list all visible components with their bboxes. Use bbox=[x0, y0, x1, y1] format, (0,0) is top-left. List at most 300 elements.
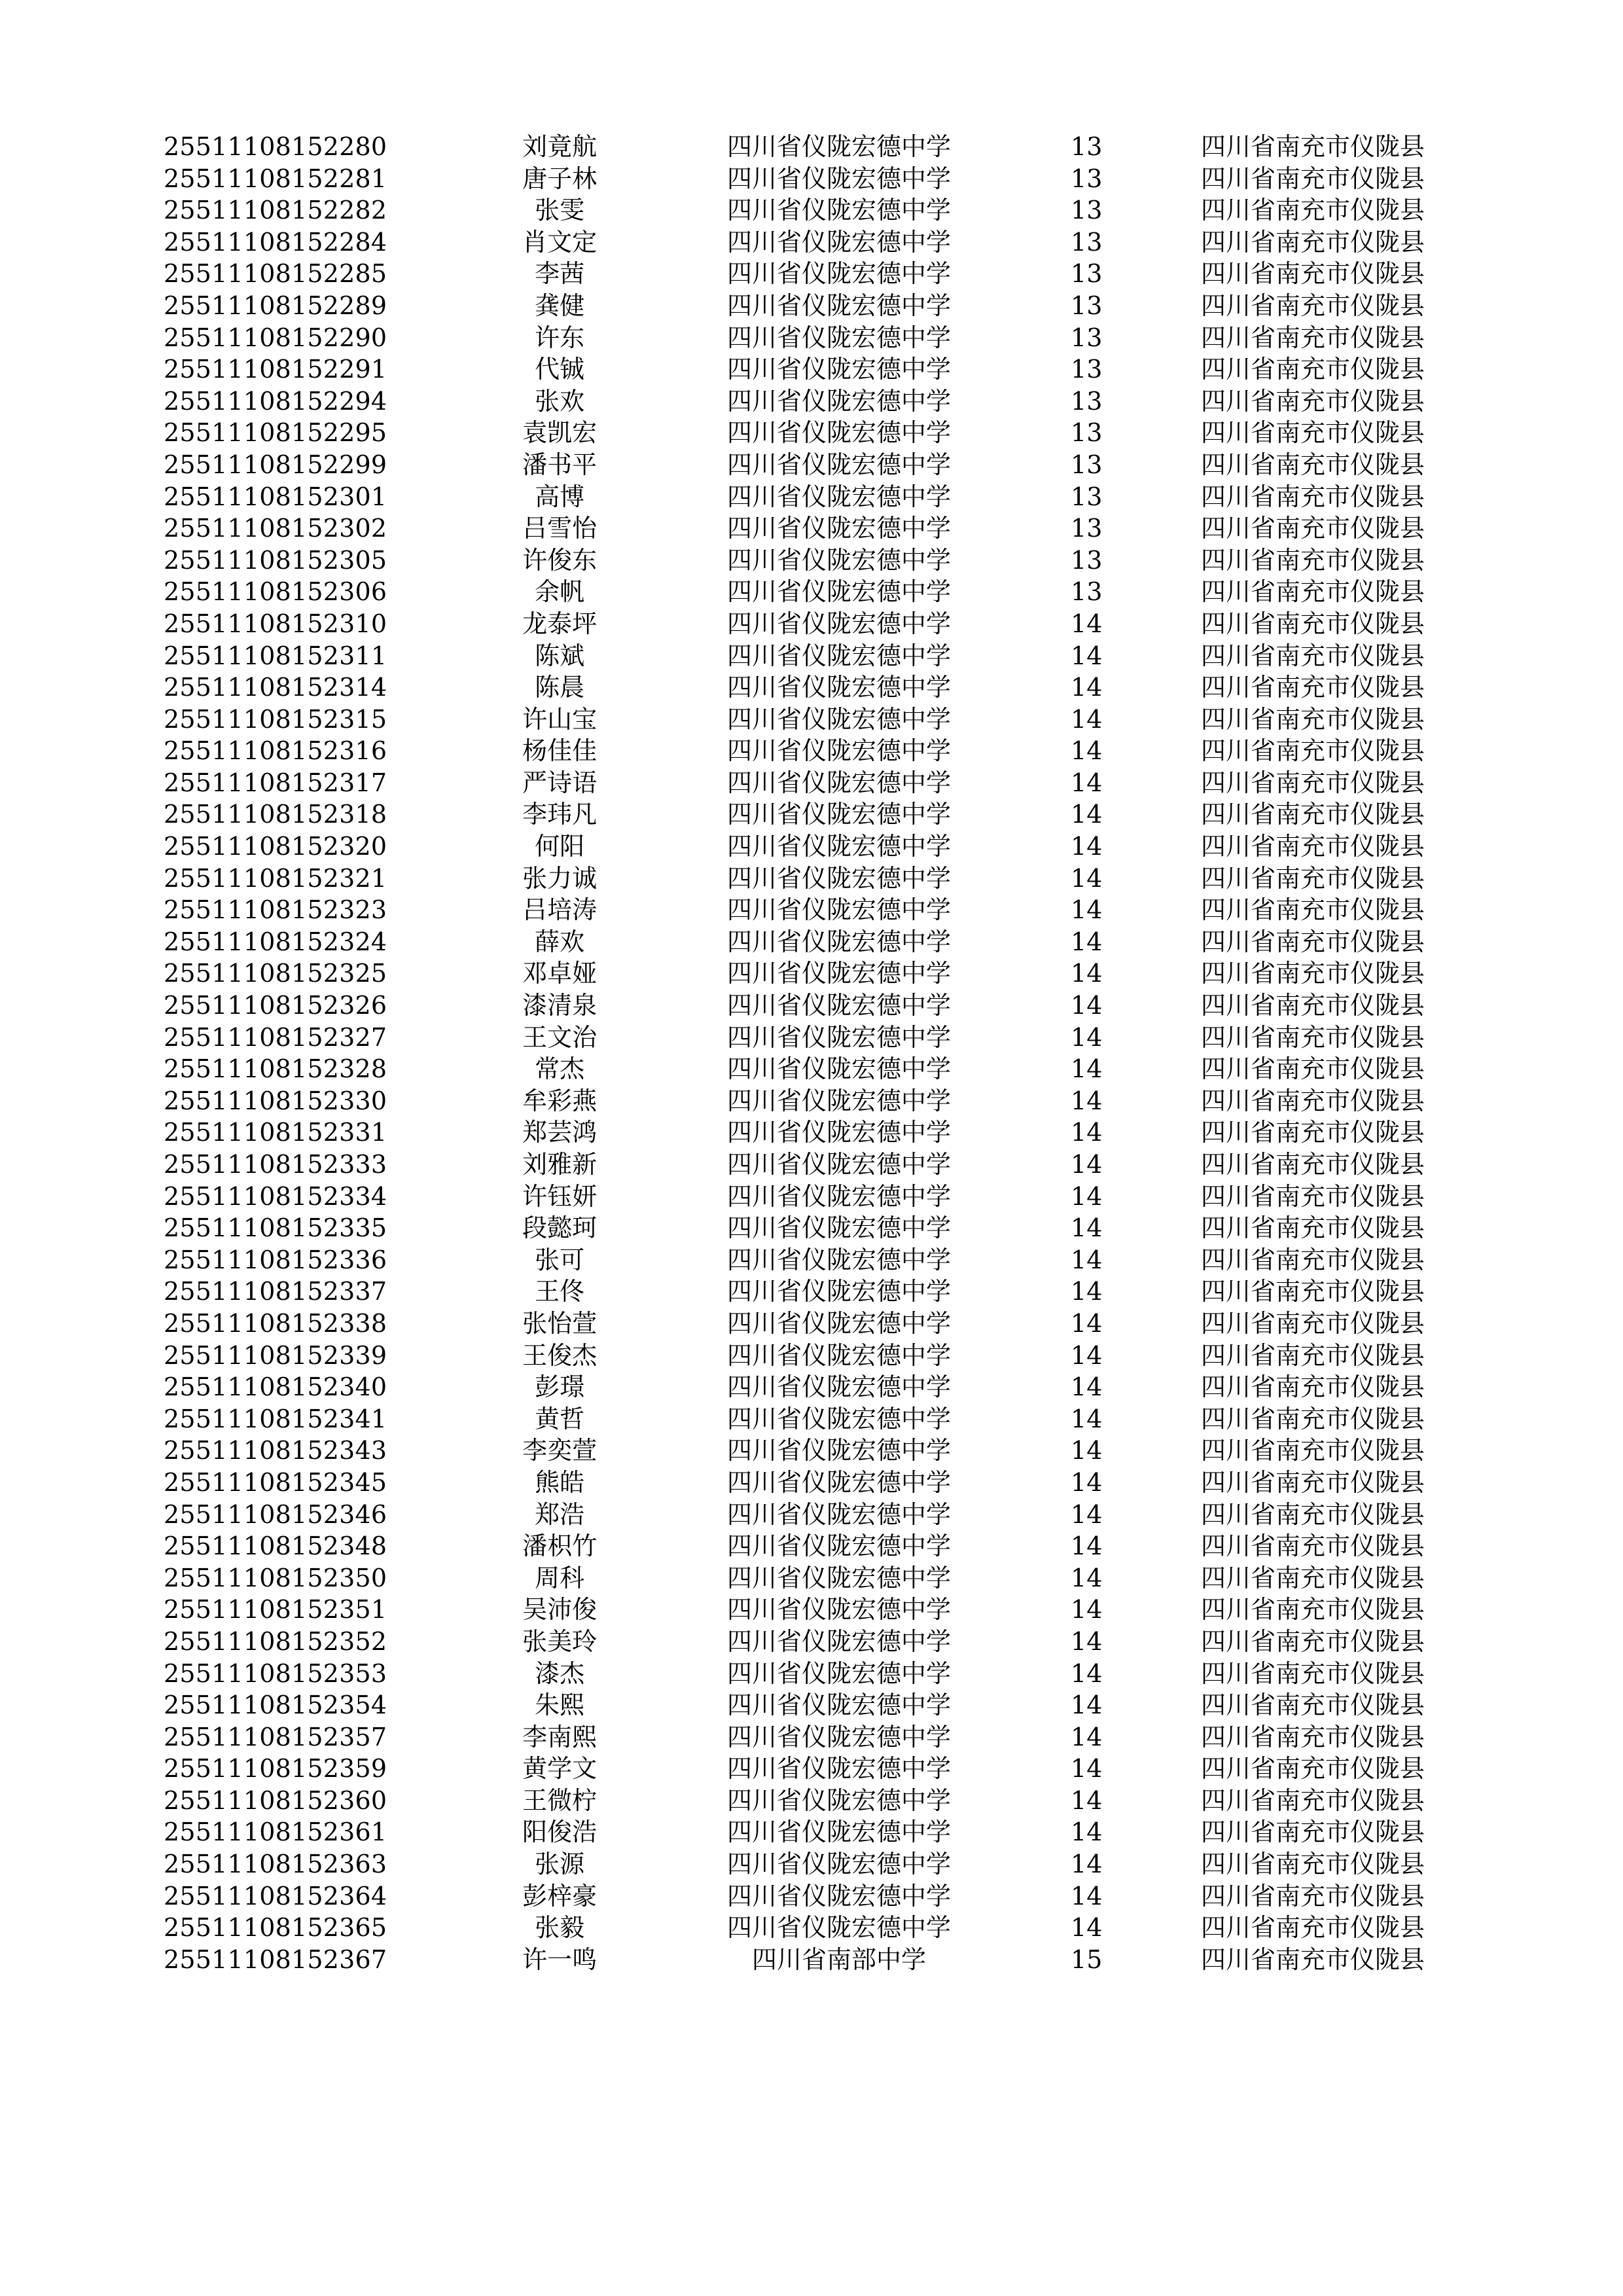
table-row bbox=[164, 1085, 1479, 1117]
candidate-name: 常杰 bbox=[535, 1054, 585, 1084]
table-row bbox=[164, 481, 1479, 513]
candidate-id: 25511108152360 bbox=[164, 1785, 387, 1815]
exam-room-number: 14 bbox=[1071, 1881, 1103, 1910]
candidate-school: 四川省仪陇宏德中学 bbox=[726, 641, 951, 670]
table-row bbox=[164, 1658, 1479, 1690]
exam-room-number: 14 bbox=[1071, 1532, 1103, 1561]
candidate-id: 25511108152290 bbox=[164, 323, 387, 352]
candidate-id: 25511108152327 bbox=[164, 1022, 387, 1052]
candidate-name: 邓卓娅 bbox=[522, 959, 597, 988]
candidate-name: 张欢 bbox=[535, 386, 585, 416]
candidate-name: 唐子林 bbox=[522, 164, 597, 193]
candidate-region: 四川省南充市仪陇县 bbox=[1201, 959, 1425, 988]
candidate-school: 四川省仪陇宏德中学 bbox=[726, 1818, 951, 1847]
table-row bbox=[164, 1530, 1479, 1562]
table-row bbox=[164, 926, 1479, 958]
candidate-id: 25511108152281 bbox=[164, 164, 387, 193]
candidate-name: 杨佳佳 bbox=[522, 736, 597, 766]
candidate-id: 25511108152338 bbox=[164, 1308, 387, 1338]
candidate-region: 四川省南充市仪陇县 bbox=[1201, 1245, 1425, 1274]
candidate-name: 李奕萱 bbox=[522, 1436, 597, 1465]
candidate-school: 四川省仪陇宏德中学 bbox=[726, 450, 951, 479]
candidate-school: 四川省仪陇宏德中学 bbox=[726, 1308, 951, 1338]
candidate-id: 25511108152343 bbox=[164, 1436, 387, 1465]
table-row bbox=[164, 1340, 1479, 1372]
table-row bbox=[164, 1467, 1479, 1499]
candidate-id: 25511108152306 bbox=[164, 577, 387, 607]
candidate-region: 四川省南充市仪陇县 bbox=[1201, 482, 1425, 511]
candidate-region: 四川省南充市仪陇县 bbox=[1201, 641, 1425, 670]
candidate-id: 25511108152285 bbox=[164, 259, 387, 289]
candidate-school: 四川省仪陇宏德中学 bbox=[726, 482, 951, 511]
candidate-id: 25511108152323 bbox=[164, 895, 387, 925]
candidate-name: 刘竟航 bbox=[522, 132, 597, 161]
table-body bbox=[164, 131, 1479, 1975]
candidate-id: 25511108152282 bbox=[164, 196, 387, 225]
candidate-name: 王文治 bbox=[522, 1022, 597, 1052]
table-row bbox=[164, 1944, 1479, 1976]
exam-room-number: 14 bbox=[1071, 895, 1103, 925]
candidate-name: 余帆 bbox=[535, 577, 585, 607]
exam-room-number: 14 bbox=[1071, 1022, 1103, 1052]
candidate-id: 25511108152361 bbox=[164, 1818, 387, 1847]
exam-room-number: 14 bbox=[1071, 1245, 1103, 1274]
candidate-id: 25511108152353 bbox=[164, 1659, 387, 1688]
candidate-region: 四川省南充市仪陇县 bbox=[1201, 768, 1425, 797]
candidate-school: 四川省仪陇宏德中学 bbox=[726, 1404, 951, 1433]
candidate-name: 张美玲 bbox=[522, 1626, 597, 1656]
candidate-school: 四川省仪陇宏德中学 bbox=[726, 1467, 951, 1497]
candidate-roster-table bbox=[164, 131, 1479, 1975]
candidate-name: 王微柠 bbox=[522, 1785, 597, 1815]
candidate-id: 25511108152354 bbox=[164, 1691, 387, 1720]
candidate-id: 25511108152310 bbox=[164, 609, 387, 638]
candidate-id: 25511108152339 bbox=[164, 1340, 387, 1370]
candidate-id: 25511108152318 bbox=[164, 800, 387, 829]
candidate-school: 四川省仪陇宏德中学 bbox=[726, 1785, 951, 1815]
candidate-id: 25511108152311 bbox=[164, 641, 387, 670]
candidate-region: 四川省南充市仪陇县 bbox=[1201, 1086, 1425, 1115]
candidate-id: 25511108152345 bbox=[164, 1467, 387, 1497]
candidate-region: 四川省南充市仪陇县 bbox=[1201, 736, 1425, 766]
table-row bbox=[164, 608, 1479, 640]
candidate-school: 四川省仪陇宏德中学 bbox=[726, 1691, 951, 1720]
candidate-name: 朱熙 bbox=[535, 1691, 585, 1720]
candidate-id: 25511108152341 bbox=[164, 1404, 387, 1433]
table-row bbox=[164, 1212, 1479, 1244]
exam-room-number: 14 bbox=[1071, 1308, 1103, 1338]
exam-room-number: 13 bbox=[1071, 132, 1103, 161]
candidate-id: 25511108152367 bbox=[164, 1945, 387, 1974]
candidate-name: 李茜 bbox=[535, 259, 585, 289]
candidate-region: 四川省南充市仪陇县 bbox=[1201, 323, 1425, 352]
candidate-name: 漆杰 bbox=[535, 1659, 585, 1688]
candidate-id: 25511108152301 bbox=[164, 482, 387, 511]
candidate-school: 四川省仪陇宏德中学 bbox=[726, 1340, 951, 1370]
candidate-name: 吴沛俊 bbox=[522, 1595, 597, 1624]
candidate-name: 高博 bbox=[535, 482, 585, 511]
candidate-region: 四川省南充市仪陇县 bbox=[1201, 832, 1425, 861]
candidate-region: 四川省南充市仪陇县 bbox=[1201, 1150, 1425, 1179]
table-row bbox=[164, 1785, 1479, 1817]
exam-room-number: 13 bbox=[1071, 514, 1103, 543]
candidate-name: 张力诚 bbox=[522, 863, 597, 893]
candidate-school: 四川省仪陇宏德中学 bbox=[726, 1499, 951, 1529]
candidate-name: 龚健 bbox=[535, 291, 585, 320]
candidate-name: 龙泰坪 bbox=[522, 609, 597, 638]
table-row bbox=[164, 163, 1479, 195]
candidate-school: 四川省仪陇宏德中学 bbox=[726, 227, 951, 257]
candidate-region: 四川省南充市仪陇县 bbox=[1201, 609, 1425, 638]
candidate-name: 彭璟 bbox=[535, 1372, 585, 1402]
candidate-region: 四川省南充市仪陇县 bbox=[1201, 704, 1425, 734]
candidate-school: 四川省仪陇宏德中学 bbox=[726, 768, 951, 797]
candidate-name: 阳俊浩 bbox=[522, 1818, 597, 1847]
table-row bbox=[164, 512, 1479, 545]
candidate-id: 25511108152291 bbox=[164, 355, 387, 384]
candidate-region: 四川省南充市仪陇县 bbox=[1201, 1785, 1425, 1815]
candidate-id: 25511108152364 bbox=[164, 1881, 387, 1910]
table-row bbox=[164, 1912, 1479, 1944]
candidate-school: 四川省仪陇宏德中学 bbox=[726, 1532, 951, 1561]
table-row bbox=[164, 1499, 1479, 1531]
candidate-region: 四川省南充市仪陇县 bbox=[1201, 863, 1425, 893]
table-row bbox=[164, 735, 1479, 767]
candidate-region: 四川省南充市仪陇县 bbox=[1201, 514, 1425, 543]
candidate-school: 四川省仪陇宏德中学 bbox=[726, 1372, 951, 1402]
candidate-school: 四川省仪陇宏德中学 bbox=[726, 895, 951, 925]
candidate-id: 25511108152365 bbox=[164, 1913, 387, 1943]
exam-room-number: 13 bbox=[1071, 577, 1103, 607]
exam-room-number: 13 bbox=[1071, 259, 1103, 289]
candidate-school: 四川省南部中学 bbox=[751, 1945, 926, 1974]
candidate-school: 四川省仪陇宏德中学 bbox=[726, 927, 951, 956]
table-row bbox=[164, 417, 1479, 449]
candidate-name: 郑芸鸿 bbox=[522, 1118, 597, 1147]
candidate-name: 许山宝 bbox=[522, 704, 597, 734]
exam-room-number: 13 bbox=[1071, 450, 1103, 479]
candidate-school: 四川省仪陇宏德中学 bbox=[726, 1150, 951, 1179]
table-row bbox=[164, 322, 1479, 354]
table-row bbox=[164, 1753, 1479, 1785]
exam-room-number: 13 bbox=[1071, 418, 1103, 448]
exam-room-number: 14 bbox=[1071, 1372, 1103, 1402]
candidate-id: 25511108152302 bbox=[164, 514, 387, 543]
candidate-name: 张怡萱 bbox=[522, 1308, 597, 1338]
exam-room-number: 14 bbox=[1071, 768, 1103, 797]
table-row bbox=[164, 1816, 1479, 1848]
exam-room-number: 14 bbox=[1071, 736, 1103, 766]
table-row bbox=[164, 1848, 1479, 1880]
candidate-name: 代铖 bbox=[535, 355, 585, 384]
table-row bbox=[164, 1022, 1479, 1054]
candidate-school: 四川省仪陇宏德中学 bbox=[726, 1563, 951, 1592]
candidate-name: 熊皓 bbox=[535, 1467, 585, 1497]
candidate-region: 四川省南充市仪陇县 bbox=[1201, 673, 1425, 702]
candidate-school: 四川省仪陇宏德中学 bbox=[726, 386, 951, 416]
table-row bbox=[164, 1276, 1479, 1308]
exam-room-number: 14 bbox=[1071, 1595, 1103, 1624]
candidate-region: 四川省南充市仪陇县 bbox=[1201, 1626, 1425, 1656]
exam-room-number: 14 bbox=[1071, 1818, 1103, 1847]
candidate-id: 25511108152333 bbox=[164, 1150, 387, 1179]
candidate-school: 四川省仪陇宏德中学 bbox=[726, 1754, 951, 1784]
exam-room-number: 14 bbox=[1071, 1150, 1103, 1179]
candidate-name: 袁凯宏 bbox=[522, 418, 597, 448]
candidate-region: 四川省南充市仪陇县 bbox=[1201, 1118, 1425, 1147]
table-row bbox=[164, 386, 1479, 418]
candidate-school: 四川省仪陇宏德中学 bbox=[726, 1213, 951, 1243]
table-row bbox=[164, 1403, 1479, 1435]
candidate-id: 25511108152326 bbox=[164, 991, 387, 1020]
table-row bbox=[164, 1117, 1479, 1149]
candidate-school: 四川省仪陇宏德中学 bbox=[726, 673, 951, 702]
candidate-id: 25511108152284 bbox=[164, 227, 387, 257]
candidate-school: 四川省仪陇宏德中学 bbox=[726, 545, 951, 575]
exam-room-number: 13 bbox=[1071, 227, 1103, 257]
candidate-name: 黄哲 bbox=[535, 1404, 585, 1433]
candidate-region: 四川省南充市仪陇县 bbox=[1201, 1691, 1425, 1720]
candidate-school: 四川省仪陇宏德中学 bbox=[726, 1181, 951, 1211]
exam-room-number: 13 bbox=[1071, 386, 1103, 416]
candidate-region: 四川省南充市仪陇县 bbox=[1201, 800, 1425, 829]
candidate-region: 四川省南充市仪陇县 bbox=[1201, 1213, 1425, 1243]
table-row bbox=[164, 704, 1479, 736]
candidate-name: 郑浩 bbox=[535, 1499, 585, 1529]
candidate-name: 彭梓豪 bbox=[522, 1881, 597, 1910]
candidate-id: 25511108152328 bbox=[164, 1054, 387, 1084]
candidate-school: 四川省仪陇宏德中学 bbox=[726, 832, 951, 861]
exam-room-number: 14 bbox=[1071, 1467, 1103, 1497]
exam-room-number: 14 bbox=[1071, 959, 1103, 988]
candidate-region: 四川省南充市仪陇县 bbox=[1201, 132, 1425, 161]
candidate-school: 四川省仪陇宏德中学 bbox=[726, 1118, 951, 1147]
exam-room-number: 14 bbox=[1071, 927, 1103, 956]
exam-room-number: 14 bbox=[1071, 1436, 1103, 1465]
exam-room-number: 14 bbox=[1071, 1340, 1103, 1370]
candidate-region: 四川省南充市仪陇县 bbox=[1201, 386, 1425, 416]
candidate-school: 四川省仪陇宏德中学 bbox=[726, 1659, 951, 1688]
candidate-id: 25511108152334 bbox=[164, 1181, 387, 1211]
exam-room-number: 13 bbox=[1071, 482, 1103, 511]
candidate-name: 张源 bbox=[535, 1850, 585, 1879]
table-row bbox=[164, 290, 1479, 322]
candidate-school: 四川省仪陇宏德中学 bbox=[726, 863, 951, 893]
table-row bbox=[164, 226, 1479, 259]
candidate-region: 四川省南充市仪陇县 bbox=[1201, 1340, 1425, 1370]
candidate-region: 四川省南充市仪陇县 bbox=[1201, 1277, 1425, 1306]
candidate-name: 段懿珂 bbox=[522, 1213, 597, 1243]
candidate-name: 许俊东 bbox=[522, 545, 597, 575]
candidate-id: 25511108152321 bbox=[164, 863, 387, 893]
candidate-id: 25511108152357 bbox=[164, 1722, 387, 1751]
table-row bbox=[164, 1244, 1479, 1276]
table-row bbox=[164, 863, 1479, 895]
candidate-id: 25511108152352 bbox=[164, 1626, 387, 1656]
candidate-school: 四川省仪陇宏德中学 bbox=[726, 609, 951, 638]
candidate-school: 四川省仪陇宏德中学 bbox=[726, 1436, 951, 1465]
candidate-region: 四川省南充市仪陇县 bbox=[1201, 577, 1425, 607]
candidate-school: 四川省仪陇宏德中学 bbox=[726, 196, 951, 225]
candidate-region: 四川省南充市仪陇县 bbox=[1201, 1532, 1425, 1561]
table-row bbox=[164, 1308, 1479, 1340]
candidate-school: 四川省仪陇宏德中学 bbox=[726, 1850, 951, 1879]
candidate-school: 四川省仪陇宏德中学 bbox=[726, 355, 951, 384]
candidate-id: 25511108152348 bbox=[164, 1532, 387, 1561]
candidate-id: 25511108152295 bbox=[164, 418, 387, 448]
exam-room-number: 13 bbox=[1071, 196, 1103, 225]
exam-room-number: 13 bbox=[1071, 355, 1103, 384]
candidate-name: 许一鸣 bbox=[522, 1945, 597, 1974]
exam-room-number: 14 bbox=[1071, 1404, 1103, 1433]
candidate-name: 陈晨 bbox=[535, 673, 585, 702]
exam-room-number: 15 bbox=[1071, 1945, 1103, 1974]
candidate-name: 肖文定 bbox=[522, 227, 597, 257]
table-row bbox=[164, 831, 1479, 863]
candidate-id: 25511108152314 bbox=[164, 673, 387, 702]
table-row bbox=[164, 1562, 1479, 1594]
candidate-school: 四川省仪陇宏德中学 bbox=[726, 959, 951, 988]
exam-room-number: 14 bbox=[1071, 641, 1103, 670]
candidate-region: 四川省南充市仪陇县 bbox=[1201, 355, 1425, 384]
candidate-region: 四川省南充市仪陇县 bbox=[1201, 1850, 1425, 1879]
table-row bbox=[164, 958, 1479, 990]
candidate-region: 四川省南充市仪陇县 bbox=[1201, 1404, 1425, 1433]
candidate-id: 25511108152280 bbox=[164, 132, 387, 161]
candidate-region: 四川省南充市仪陇县 bbox=[1201, 1754, 1425, 1784]
candidate-id: 25511108152320 bbox=[164, 832, 387, 861]
candidate-name: 何阳 bbox=[535, 832, 585, 861]
candidate-school: 四川省仪陇宏德中学 bbox=[726, 577, 951, 607]
exam-room-number: 14 bbox=[1071, 1913, 1103, 1943]
candidate-region: 四川省南充市仪陇县 bbox=[1201, 291, 1425, 320]
candidate-region: 四川省南充市仪陇县 bbox=[1201, 1659, 1425, 1688]
candidate-name: 许东 bbox=[535, 323, 585, 352]
candidate-name: 吕培涛 bbox=[522, 895, 597, 925]
candidate-id: 25511108152294 bbox=[164, 386, 387, 416]
exam-room-number: 13 bbox=[1071, 323, 1103, 352]
candidate-school: 四川省仪陇宏德中学 bbox=[726, 164, 951, 193]
candidate-id: 25511108152289 bbox=[164, 291, 387, 320]
candidate-school: 四川省仪陇宏德中学 bbox=[726, 800, 951, 829]
candidate-name: 牟彩燕 bbox=[522, 1086, 597, 1115]
candidate-id: 25511108152337 bbox=[164, 1277, 387, 1306]
candidate-school: 四川省仪陇宏德中学 bbox=[726, 291, 951, 320]
table-row bbox=[164, 353, 1479, 386]
exam-room-number: 14 bbox=[1071, 1850, 1103, 1879]
candidate-id: 25511108152336 bbox=[164, 1245, 387, 1274]
exam-room-number: 14 bbox=[1071, 1213, 1103, 1243]
exam-room-number: 14 bbox=[1071, 991, 1103, 1020]
candidate-region: 四川省南充市仪陇县 bbox=[1201, 1563, 1425, 1592]
candidate-region: 四川省南充市仪陇县 bbox=[1201, 927, 1425, 956]
candidate-region: 四川省南充市仪陇县 bbox=[1201, 418, 1425, 448]
exam-room-number: 14 bbox=[1071, 863, 1103, 893]
candidate-region: 四川省南充市仪陇县 bbox=[1201, 1595, 1425, 1624]
table-row bbox=[164, 798, 1479, 831]
exam-room-number: 14 bbox=[1071, 704, 1103, 734]
exam-room-number: 13 bbox=[1071, 164, 1103, 193]
exam-room-number: 14 bbox=[1071, 1499, 1103, 1529]
table-row bbox=[164, 990, 1479, 1022]
candidate-school: 四川省仪陇宏德中学 bbox=[726, 514, 951, 543]
candidate-name: 严诗语 bbox=[522, 768, 597, 797]
candidate-name: 陈斌 bbox=[535, 641, 585, 670]
candidate-region: 四川省南充市仪陇县 bbox=[1201, 164, 1425, 193]
exam-room-number: 14 bbox=[1071, 1722, 1103, 1751]
candidate-region: 四川省南充市仪陇县 bbox=[1201, 1467, 1425, 1497]
candidate-region: 四川省南充市仪陇县 bbox=[1201, 259, 1425, 289]
exam-room-number: 14 bbox=[1071, 1691, 1103, 1720]
exam-room-number: 14 bbox=[1071, 1086, 1103, 1115]
candidate-region: 四川省南充市仪陇县 bbox=[1201, 1913, 1425, 1943]
candidate-school: 四川省仪陇宏德中学 bbox=[726, 736, 951, 766]
candidate-name: 李玮凡 bbox=[522, 800, 597, 829]
exam-room-number: 14 bbox=[1071, 1754, 1103, 1784]
candidate-school: 四川省仪陇宏德中学 bbox=[726, 1722, 951, 1751]
table-row bbox=[164, 767, 1479, 799]
table-row bbox=[164, 1721, 1479, 1753]
candidate-region: 四川省南充市仪陇县 bbox=[1201, 196, 1425, 225]
candidate-school: 四川省仪陇宏德中学 bbox=[726, 323, 951, 352]
exam-room-number: 13 bbox=[1071, 291, 1103, 320]
table-row bbox=[164, 449, 1479, 481]
candidate-region: 四川省南充市仪陇县 bbox=[1201, 545, 1425, 575]
candidate-school: 四川省仪陇宏德中学 bbox=[726, 1054, 951, 1084]
candidate-school: 四川省仪陇宏德中学 bbox=[726, 1245, 951, 1274]
table-row bbox=[164, 1371, 1479, 1403]
exam-room-number: 14 bbox=[1071, 800, 1103, 829]
candidate-id: 25511108152351 bbox=[164, 1595, 387, 1624]
table-row bbox=[164, 672, 1479, 704]
candidate-id: 25511108152315 bbox=[164, 704, 387, 734]
candidate-school: 四川省仪陇宏德中学 bbox=[726, 1277, 951, 1306]
candidate-id: 25511108152305 bbox=[164, 545, 387, 575]
candidate-id: 25511108152316 bbox=[164, 736, 387, 766]
exam-room-number: 14 bbox=[1071, 1626, 1103, 1656]
table-row bbox=[164, 1689, 1479, 1721]
candidate-id: 25511108152335 bbox=[164, 1213, 387, 1243]
candidate-school: 四川省仪陇宏德中学 bbox=[726, 259, 951, 289]
candidate-region: 四川省南充市仪陇县 bbox=[1201, 1372, 1425, 1402]
table-row bbox=[164, 1626, 1479, 1658]
candidate-id: 25511108152299 bbox=[164, 450, 387, 479]
candidate-id: 25511108152350 bbox=[164, 1563, 387, 1592]
candidate-id: 25511108152331 bbox=[164, 1118, 387, 1147]
exam-room-number: 14 bbox=[1071, 1181, 1103, 1211]
exam-room-number: 14 bbox=[1071, 1785, 1103, 1815]
candidate-region: 四川省南充市仪陇县 bbox=[1201, 1499, 1425, 1529]
candidate-name: 潘枳竹 bbox=[522, 1532, 597, 1561]
table-row bbox=[164, 1880, 1479, 1912]
table-row bbox=[164, 1181, 1479, 1213]
candidate-region: 四川省南充市仪陇县 bbox=[1201, 1818, 1425, 1847]
candidate-school: 四川省仪陇宏德中学 bbox=[726, 1913, 951, 1943]
candidate-school: 四川省仪陇宏德中学 bbox=[726, 418, 951, 448]
candidate-school: 四川省仪陇宏德中学 bbox=[726, 1626, 951, 1656]
candidate-name: 潘书平 bbox=[522, 450, 597, 479]
candidate-name: 周科 bbox=[535, 1563, 585, 1592]
candidate-region: 四川省南充市仪陇县 bbox=[1201, 450, 1425, 479]
candidate-school: 四川省仪陇宏德中学 bbox=[726, 1595, 951, 1624]
exam-room-number: 14 bbox=[1071, 1118, 1103, 1147]
candidate-region: 四川省南充市仪陇县 bbox=[1201, 1436, 1425, 1465]
candidate-school: 四川省仪陇宏德中学 bbox=[726, 991, 951, 1020]
candidate-name: 张雯 bbox=[535, 196, 585, 225]
candidate-region: 四川省南充市仪陇县 bbox=[1201, 1022, 1425, 1052]
candidate-name: 薛欢 bbox=[535, 927, 585, 956]
table-row bbox=[164, 640, 1479, 672]
